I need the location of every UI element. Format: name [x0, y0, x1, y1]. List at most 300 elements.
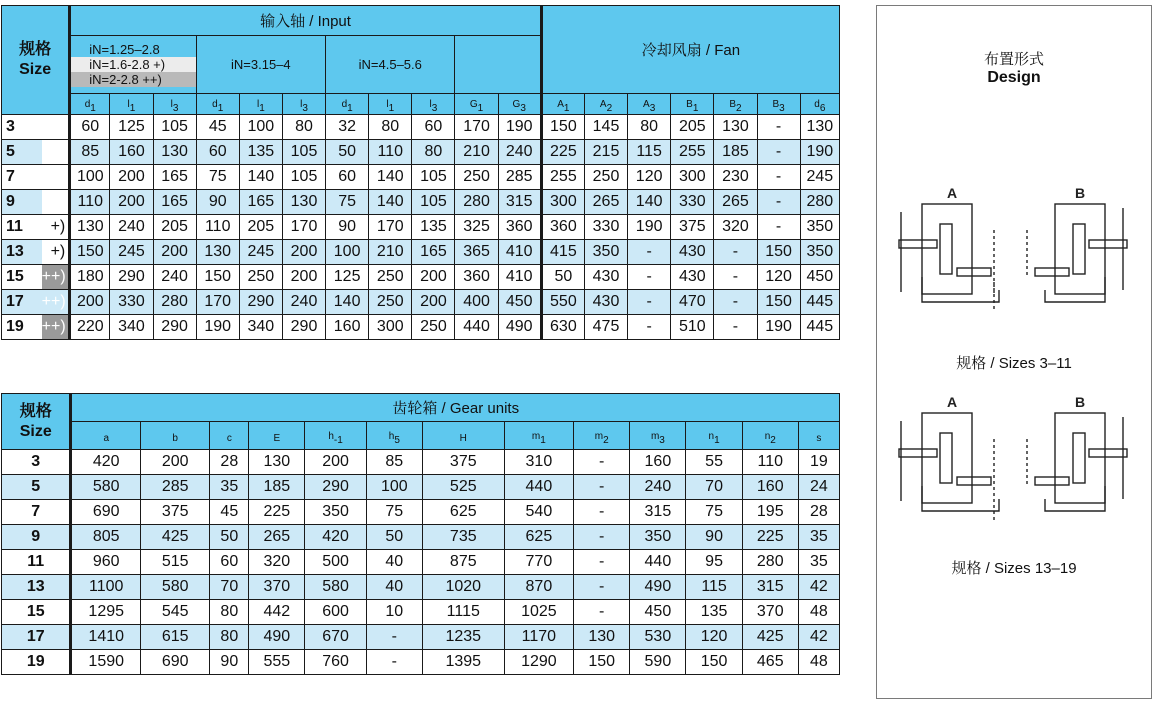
gear-size-label-cn: 规格 [19, 402, 52, 420]
table-cell: 280 [800, 190, 839, 215]
table-cell: 60 [70, 115, 110, 140]
table-cell: 250 [412, 315, 455, 340]
table-cell: 200 [110, 190, 153, 215]
input-col-header-7 [369, 94, 412, 115]
input-col-header-14-sub: 1 [692, 102, 699, 114]
input-col-header-10-sub: 3 [520, 102, 526, 114]
table-cell: 340 [110, 315, 153, 340]
table-row [2, 265, 840, 290]
table-cell: 760 [305, 650, 366, 675]
input-col-header-9-sub: 1 [477, 102, 484, 114]
table-cell: 280 [153, 290, 196, 315]
row-size: 9 [2, 525, 71, 550]
table-cell: 360 [498, 215, 541, 240]
table-cell: 145 [584, 115, 627, 140]
table-cell: 150 [574, 650, 630, 675]
table-cell: 240 [110, 215, 153, 240]
table-cell: 515 [140, 550, 209, 575]
table-cell: 245 [110, 240, 153, 265]
shaft-b2-output [1035, 477, 1069, 485]
table-row [2, 625, 840, 650]
input-col-header-17-base: d [814, 99, 820, 111]
input-col-header-6-sub: 1 [347, 102, 353, 114]
input-col-header-15 [714, 94, 757, 115]
table-cell: 220 [70, 315, 110, 340]
table-cell: 200 [305, 450, 366, 475]
table-cell: 45 [196, 115, 239, 140]
table-cell: 90 [196, 190, 239, 215]
row-size: 7 [2, 165, 42, 190]
table-cell: 1235 [422, 625, 504, 650]
gear-col-header-5-sub: 5 [394, 434, 400, 446]
gearbox-a2-gear [940, 433, 952, 483]
gear-col-header-7-base: m [531, 430, 541, 442]
input-col-header-2-sub: 3 [172, 102, 179, 114]
ratio-a-2: iN=1.6-2.8 +) [71, 57, 196, 72]
table-row [2, 600, 840, 625]
table-cell: - [628, 240, 671, 265]
gearbox-b-outline [1055, 204, 1105, 294]
table-cell: 105 [412, 190, 455, 215]
table-cell: 160 [110, 140, 153, 165]
row-size: 15 [2, 600, 71, 625]
table-cell: 250 [455, 165, 498, 190]
table-cell: 130 [282, 190, 325, 215]
table-cell: 200 [282, 240, 325, 265]
table-cell: 170 [196, 290, 239, 315]
table-cell: 490 [249, 625, 305, 650]
table-cell: 75 [196, 165, 239, 190]
input-fan-table [1, 5, 840, 340]
table-cell: 465 [742, 650, 798, 675]
table-cell: - [628, 265, 671, 290]
gear-col-header-9-sub: 3 [659, 434, 665, 446]
table-cell: 315 [630, 500, 686, 525]
table-cell: - [714, 265, 757, 290]
table-cell: 80 [412, 140, 455, 165]
table-cell: 200 [70, 290, 110, 315]
input-col-header-15-base: B [729, 99, 736, 111]
input-col-header-12-base: A [599, 99, 607, 111]
table-cell: 1100 [71, 575, 140, 600]
input-col-header-9-base: G [469, 99, 478, 111]
gear-col-header-1 [140, 422, 209, 450]
table-cell: 265 [584, 190, 627, 215]
table-cell: 160 [742, 475, 798, 500]
table-cell: 195 [742, 500, 798, 525]
table-cell: 290 [153, 315, 196, 340]
table-cell: 160 [326, 315, 369, 340]
table-cell: 170 [369, 215, 412, 240]
table-cell: 245 [239, 240, 282, 265]
table-cell: - [574, 550, 630, 575]
shaft-a2-input [899, 449, 937, 457]
table-cell: 245 [800, 165, 839, 190]
table-cell: 165 [153, 165, 196, 190]
input-col-header-10-base: G [512, 99, 521, 111]
table-cell: 410 [498, 265, 541, 290]
table-cell: 100 [70, 165, 110, 190]
table-cell: 805 [71, 525, 140, 550]
table-cell: 325 [455, 215, 498, 240]
gearbox-a-outline [922, 204, 972, 294]
table-cell: 60 [326, 165, 369, 190]
input-col-header-8-base: l [429, 99, 432, 111]
table-cell: 315 [742, 575, 798, 600]
table-cell: 35 [798, 550, 839, 575]
table-row [2, 140, 840, 165]
table-cell: 300 [541, 190, 584, 215]
table-cell: 135 [686, 600, 742, 625]
table-cell: 450 [630, 600, 686, 625]
ratio-a-3: iN=2-2.8 ++) [71, 72, 196, 87]
input-col-header-5-sub: 3 [302, 102, 308, 114]
table-cell: 190 [498, 115, 541, 140]
table-cell: 24 [798, 475, 839, 500]
row-size: 17 [2, 290, 42, 315]
gear-col-header-2-base: c [226, 432, 232, 444]
input-col-header-11-base: A [557, 99, 564, 111]
gear-group-header: 齿轮箱 / Gear units [71, 394, 840, 422]
table-cell: 105 [282, 165, 325, 190]
gear-col-header-11-sub: 2 [770, 434, 776, 446]
gear-col-header-1-base: b [172, 432, 178, 444]
table-row [2, 290, 840, 315]
table-cell: 315 [498, 190, 541, 215]
table-cell: 105 [412, 165, 455, 190]
fan-group-header: 冷却风扇 / Fan [541, 6, 839, 94]
row-size: 5 [2, 140, 42, 165]
input-col-header-4 [239, 94, 282, 115]
table-cell: 580 [140, 575, 209, 600]
table-cell: - [366, 625, 422, 650]
table-cell: 165 [153, 190, 196, 215]
table-cell: 140 [326, 290, 369, 315]
table-cell: 300 [671, 165, 714, 190]
input-col-header-5-base: l [300, 99, 303, 111]
table-cell: 350 [630, 525, 686, 550]
table-cell: 100 [326, 240, 369, 265]
table-cell: 50 [326, 140, 369, 165]
table-cell: 190 [757, 315, 800, 340]
table-cell: 90 [326, 215, 369, 240]
table-row [2, 190, 840, 215]
input-col-header-5 [282, 94, 325, 115]
input-col-header-13-sub: 3 [649, 102, 656, 114]
table-cell: 125 [326, 265, 369, 290]
table-cell: 100 [239, 115, 282, 140]
gear-col-header-9 [630, 422, 686, 450]
input-col-header-12 [584, 94, 627, 115]
input-col-header-6-base: d [341, 99, 348, 111]
gear-col-header-6-base: H [459, 432, 467, 444]
table-cell: 80 [628, 115, 671, 140]
table-cell: 545 [140, 600, 209, 625]
table-cell: 150 [686, 650, 742, 675]
table-cell: 150 [757, 240, 800, 265]
table-cell: 120 [686, 625, 742, 650]
gear-units-table [1, 393, 840, 675]
gear-col-header-7-sub: 1 [540, 434, 546, 446]
input-col-header-1 [110, 94, 153, 115]
shaft-a-output [957, 268, 991, 276]
row-size: 9 [2, 190, 42, 215]
table-cell: 55 [686, 450, 742, 475]
input-col-header-12-sub: 2 [606, 102, 613, 114]
table-cell: 375 [140, 500, 209, 525]
table-cell: 180 [70, 265, 110, 290]
table-cell: 28 [798, 500, 839, 525]
row-size: 7 [2, 500, 71, 525]
gear-col-header-10-base: n [708, 430, 715, 442]
table-cell: 875 [422, 550, 504, 575]
table-cell: 170 [282, 215, 325, 240]
table-cell: 250 [369, 290, 412, 315]
gearbox-a-gear [940, 224, 952, 274]
table-cell: 130 [714, 115, 757, 140]
table-cell: 165 [239, 190, 282, 215]
table-cell: 42 [798, 575, 839, 600]
table-cell: 580 [71, 475, 140, 500]
table-cell: 250 [369, 265, 412, 290]
gear-col-header-12-base: s [816, 432, 822, 444]
table-cell: 320 [249, 550, 305, 575]
table-cell: 430 [671, 265, 714, 290]
row-size: 13 [2, 575, 71, 600]
row-size: 19 [2, 650, 71, 675]
input-col-header-1-sub: 1 [129, 102, 136, 114]
input-col-header-16-sub: 3 [779, 102, 785, 114]
table-cell: 140 [369, 190, 412, 215]
table-cell: 555 [249, 650, 305, 675]
design-label-b-2: B [1075, 394, 1086, 410]
table-cell: 550 [541, 290, 584, 315]
table-cell: 870 [504, 575, 573, 600]
gear-col-header-4-sub: -1 [333, 434, 343, 446]
table-row [2, 315, 840, 340]
table-cell: 210 [369, 240, 412, 265]
table-cell: 40 [366, 575, 422, 600]
table-cell: 110 [369, 140, 412, 165]
table-cell: 165 [412, 240, 455, 265]
ratio-c-header: iN=4.5–5.6 [326, 36, 455, 94]
table-cell: 28 [210, 450, 249, 475]
table-row [2, 525, 840, 550]
table-cell: 115 [628, 140, 671, 165]
table-cell: 350 [584, 240, 627, 265]
table-cell: 670 [305, 625, 366, 650]
table-cell: 370 [249, 575, 305, 600]
table-cell: 135 [412, 215, 455, 240]
table-cell: 490 [630, 575, 686, 600]
table-cell: 450 [498, 290, 541, 315]
input-col-header-9 [455, 94, 498, 115]
gear-col-header-6 [422, 422, 504, 450]
table-cell: 625 [504, 525, 573, 550]
table-cell: 442 [249, 600, 305, 625]
input-col-header-16 [757, 94, 800, 115]
input-col-header-17 [800, 94, 839, 115]
table-cell: 320 [714, 215, 757, 240]
design-label-a-1: A [947, 185, 958, 201]
table-cell: 48 [798, 600, 839, 625]
table-cell: 350 [800, 215, 839, 240]
gear-col-header-7 [504, 422, 573, 450]
table-cell: 80 [282, 115, 325, 140]
design-diagram-small [877, 182, 1151, 322]
design-panel [876, 5, 1152, 699]
input-col-header-11-sub: 1 [563, 102, 570, 114]
table-cell: 290 [282, 315, 325, 340]
table-cell: 1170 [504, 625, 573, 650]
table-cell: 190 [800, 140, 839, 165]
table-cell: 440 [455, 315, 498, 340]
table-cell: 1020 [422, 575, 504, 600]
ratio-b-header: iN=3.15–4 [196, 36, 325, 94]
table-cell: 425 [140, 525, 209, 550]
table-cell: - [574, 525, 630, 550]
table-cell: 330 [110, 290, 153, 315]
table-cell: 250 [584, 165, 627, 190]
gear-col-header-10 [686, 422, 742, 450]
table-cell: 115 [686, 575, 742, 600]
table-cell: 140 [628, 190, 671, 215]
g-blank-header [455, 36, 541, 94]
table-cell: 225 [249, 500, 305, 525]
gear-size-label-en: Size [19, 422, 52, 440]
input-col-header-10 [498, 94, 541, 115]
ratio-a-header [70, 36, 196, 94]
table-cell: 540 [504, 500, 573, 525]
table-cell: - [757, 215, 800, 240]
table-row [2, 475, 840, 500]
gear-col-header-11 [742, 422, 798, 450]
input-col-header-3-base: d [212, 99, 218, 111]
table-cell: 205 [671, 115, 714, 140]
design-caption-2: 规格 / Sizes 13–19 [951, 560, 1077, 577]
table-cell: 48 [798, 650, 839, 675]
gear-col-header-0 [71, 422, 140, 450]
gearbox-b2-gear [1073, 433, 1085, 483]
table-cell: 105 [153, 115, 196, 140]
gear-col-header-10-sub: 1 [714, 434, 720, 446]
input-col-header-3-sub: 1 [217, 102, 224, 114]
table-cell: 135 [239, 140, 282, 165]
table-row [2, 550, 840, 575]
table-cell: 280 [455, 190, 498, 215]
table-cell: 425 [742, 625, 798, 650]
table-row [2, 650, 840, 675]
table-row [2, 240, 840, 265]
table-cell: 120 [628, 165, 671, 190]
input-col-header-14-base: B [686, 99, 693, 111]
shaft-b2-input [1089, 449, 1127, 457]
table-cell: 200 [110, 165, 153, 190]
gear-col-header-3 [249, 422, 305, 450]
table-cell: 350 [800, 240, 839, 265]
input-col-header-0-base: d [84, 99, 91, 111]
table-cell: 590 [630, 650, 686, 675]
ratio-a-1: iN=1.25–2.8 [89, 42, 160, 57]
table-cell: - [574, 575, 630, 600]
table-cell: 140 [369, 165, 412, 190]
table-cell: 85 [366, 450, 422, 475]
input-col-header-2 [153, 94, 196, 115]
table-cell: - [714, 240, 757, 265]
table-cell: - [574, 475, 630, 500]
table-cell: 300 [369, 315, 412, 340]
table-cell: 120 [757, 265, 800, 290]
table-cell: 19 [798, 450, 839, 475]
table-cell: 10 [366, 600, 422, 625]
table-cell: 200 [153, 240, 196, 265]
table-cell: 35 [210, 475, 249, 500]
table-cell: 770 [504, 550, 573, 575]
table-cell: 125 [110, 115, 153, 140]
gear-col-header-3-base: E [273, 432, 281, 444]
fan-a2-guard [922, 486, 999, 511]
fan-b2-guard [1045, 486, 1105, 511]
shaft-a2-output [957, 477, 991, 485]
table-cell: 625 [422, 500, 504, 525]
table-cell: 130 [153, 140, 196, 165]
gear-col-header-2 [210, 422, 249, 450]
table-cell: 400 [455, 290, 498, 315]
row-size-mark: ++) [42, 315, 70, 340]
gear-col-header-0-base: a [103, 432, 109, 444]
table-cell: 1025 [504, 600, 573, 625]
table-cell: 290 [110, 265, 153, 290]
table-cell: 430 [584, 290, 627, 315]
row-size-mark: ++) [42, 265, 70, 290]
table-cell: 225 [742, 525, 798, 550]
table-cell: 185 [249, 475, 305, 500]
table-cell: 280 [742, 550, 798, 575]
input-col-header-2-base: l [170, 99, 173, 111]
table-cell: 410 [498, 240, 541, 265]
gear-col-header-8 [574, 422, 630, 450]
input-col-header-8-sub: 3 [431, 102, 438, 114]
table-cell: 190 [628, 215, 671, 240]
table-cell: 35 [798, 525, 839, 550]
table-cell: - [628, 315, 671, 340]
table-cell: 240 [498, 140, 541, 165]
table-cell: 95 [686, 550, 742, 575]
table-cell: 32 [326, 115, 369, 140]
input-col-header-4-sub: 1 [259, 102, 265, 114]
table-cell: 580 [305, 575, 366, 600]
table-cell: - [628, 290, 671, 315]
row-size: 3 [2, 450, 71, 475]
input-col-header-1-base: l [127, 99, 130, 111]
table-cell: 375 [671, 215, 714, 240]
table-cell: 230 [714, 165, 757, 190]
table-cell: 490 [498, 315, 541, 340]
input-col-header-3 [196, 94, 239, 115]
table-row [2, 215, 840, 240]
table-cell: 42 [798, 625, 839, 650]
row-size-mark [42, 140, 70, 165]
table-cell: 80 [210, 600, 249, 625]
table-row [2, 115, 840, 140]
table-cell: 430 [584, 265, 627, 290]
table-cell: - [366, 650, 422, 675]
table-cell: 50 [210, 525, 249, 550]
table-cell: 70 [210, 575, 249, 600]
table-cell: 735 [422, 525, 504, 550]
table-cell: 240 [153, 265, 196, 290]
shaft-b-output [1035, 268, 1069, 276]
